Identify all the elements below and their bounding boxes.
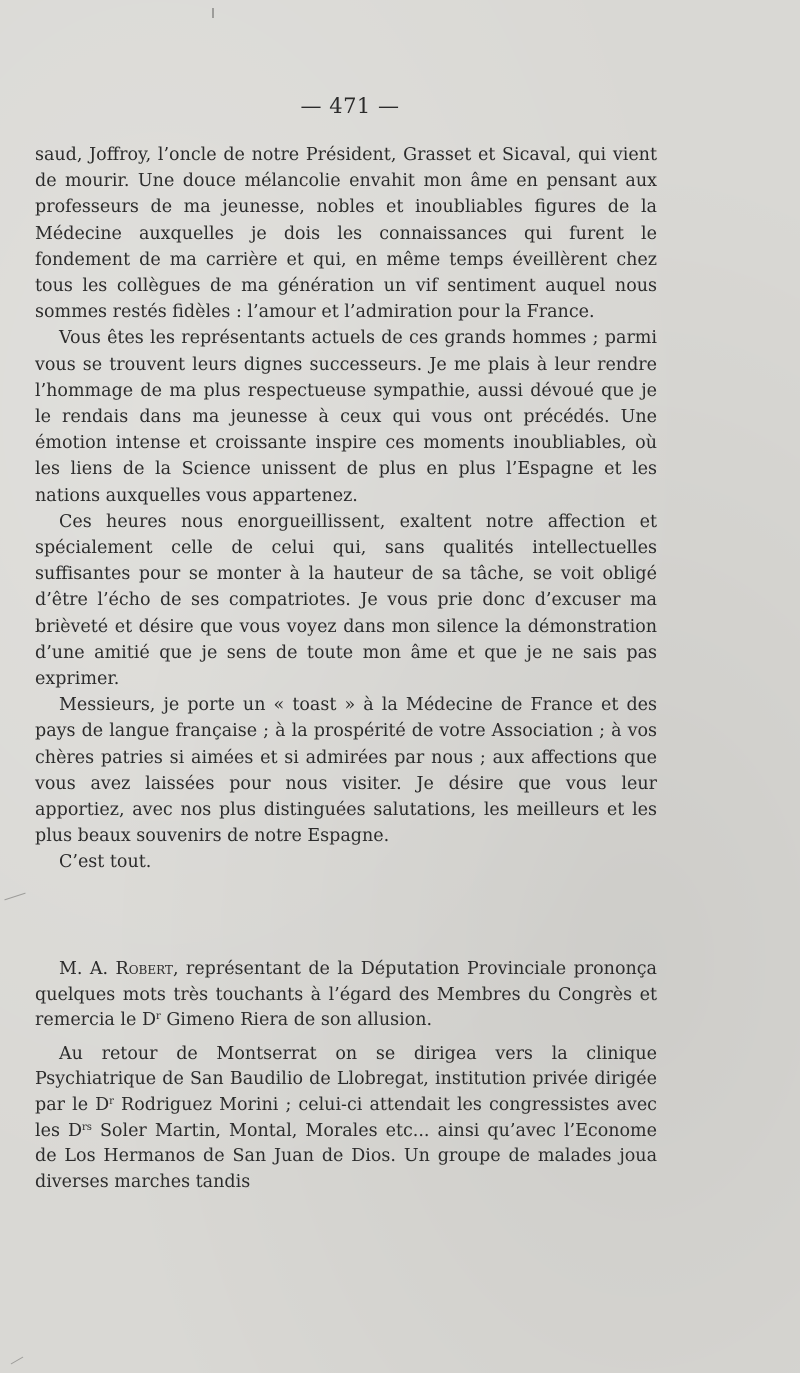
print-speck [212,8,214,18]
paragraph-closing: C’est tout. [59,852,152,873]
paragraph-professors: saud, Joffroy, l’oncle de notre Président, Grasset et Sicaval, qui vient de mourir. Une douce mélancolie envahit mon âme en pensant aux professeurs de ma jeunesse, nobles et inoubliables figures de la Médecine auxquelles je dois les connaissances qui furent le fondement de ma carrière et qui, en même temps éveillèrent chez tous les collègues de ma génération un vif sentiment auquel nous sommes restés fidèles : l’amour et l’admiration pour la France. [35,145,657,323]
robert-suffix: Gimeno Riera de son allusion. [160,1010,433,1031]
montserrat-sup2: rs [82,1121,92,1133]
speech-text-block [35,142,657,876]
corner-scratch [11,1357,24,1365]
margin-scratch [4,893,25,901]
paragraph-hours: Ces heures nous enorgueillissent, exaltent notre affection et spécialement celle de celui qui, sans qualités intellectuelles suffisantes pour se monter à la hauteur de sa tâche, se voit obligé d’être l’écho de ses compatriotes. Je vous prie donc d’excuser ma brièveté et désire que vous voyez dans mon silence la démonstration d’une amitié que je sens de toute mon âme et que je ne sais pas exprimer. [35,511,657,690]
paragraph-representatives: Vous êtes les représentants actuels de ces grands hommes ; parmi vous se trouvent leurs dignes successeurs. Je me plais à leur rendre l’hommage de ma plus respectueuse sympathie, aussi dévoué que je le rendais dans ma jeunesse à ceux qui vous ont précédés. Une émotion intense et croissante inspire ces moments inoubliables, où les liens de la Science unissent de plus en plus l’Espagne et les nations auxquelles vous appartenez. [35,328,657,506]
montserrat-sup1: r [109,1095,114,1107]
robert-prefix: M. A. [59,959,116,979]
montserrat-part3: Soler Martin, Montal, Morales etc... ainsi qu’avec l’Econome de Los Hermanos de San Juan de Dios. Un groupe de malades joua diverses marches tandis [35,1120,657,1192]
paragraph-montserrat [35,1042,657,1196]
page-number: — 471 — [300,94,400,118]
montserrat-part2: Rodriguez Morini ; celui-ci attendait les congressistes avec les D [35,1094,657,1141]
narrative-text-block [35,957,657,1195]
paragraph-toast: Messieurs, je porte un « toast » à la Médecine de France et des pays de langue française ; à la prospérité de votre Association ; à vos chères patries si aimées et si admirées par nous ; aux affections que vous avez laissées pour nous visiter. Je désire que vous leur apportiez, avec nos plus distinguées salutations, les meilleurs et les plus beaux souvenirs de notre Espagne. [35,695,657,847]
montserrat-part1: Au retour de Montserrat on se dirigea vers la clinique Psychiatrique de San Baudilio de Llobregat, institution privée dirigée par le D [35,1043,657,1115]
paragraph-robert [35,957,657,1034]
robert-middle: , représentant de la Députation Provinciale prononça quelques mots très touchants à l’égard des Membres du Congrès et remercia le D [35,959,657,1031]
robert-name: Robert [115,959,173,979]
robert-sup: r [155,1011,161,1023]
